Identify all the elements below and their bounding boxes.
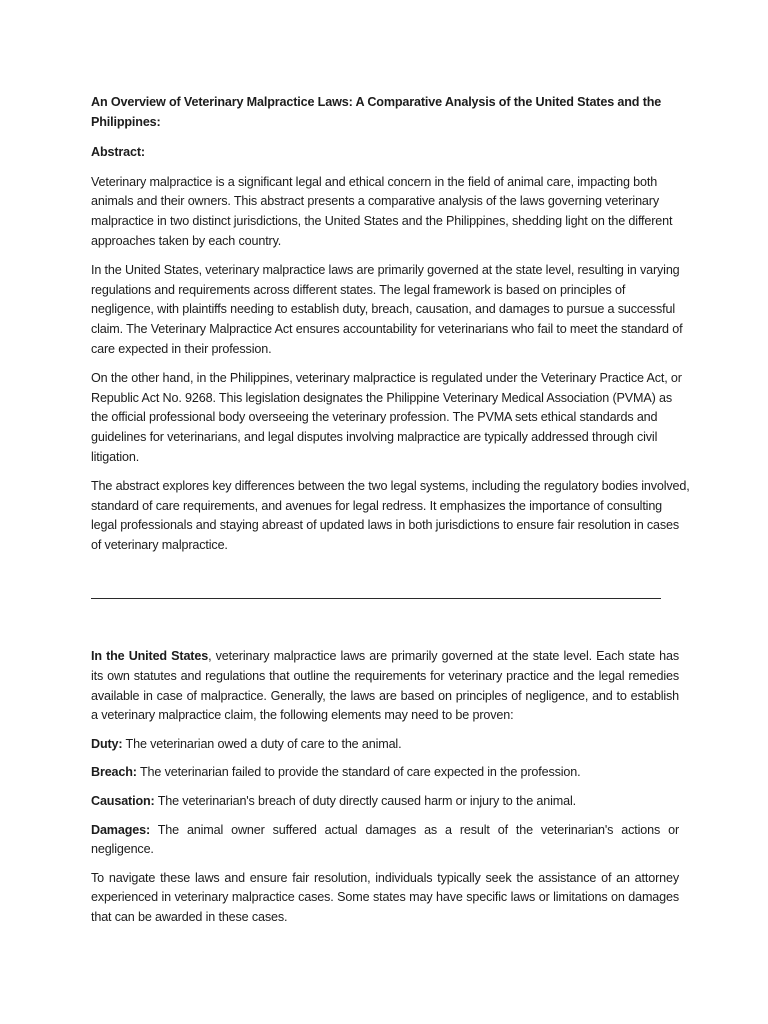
us-intro-text: , veterinary malpractice laws are primarily governed at the state level. Each state has its own statutes and regulations that outline the requirements for veterinary practice and the legal remedies available in case of malpractice. Generally, the laws are based on principles of negligence, and to establish a veterinary malpractice claim, the following elements may need to be proven: [91,649,679,723]
element-text: The veterinarian failed to provide the standard of care expected in the profession. [136,765,581,780]
element-term: Damages: [91,822,150,837]
element-causation [91,792,691,812]
document-page [91,93,691,937]
element-breach [91,763,691,783]
abstract-paragraph: In the United States, veterinary malpractice laws are primarily governed at the state level, resulting in varying regulations and requirements across different states. The legal framework is based on principles of negligence, with plaintiffs needing to establish duty, breach, causation, and damages to pursue a successful claim. The Veterinary Malpractice Act ensures accountability for veterinarians who fail to meet the standard of care expected in their profession. [91,263,683,356]
element-text: The animal owner suffered actual damages as a result of the veterinarian's actions or negligence. [91,822,679,857]
element-text: The veterinarian owed a duty of care to the animal. [122,736,402,751]
us-closing-paragraph: To navigate these laws and ensure fair resolution, individuals typically seek the assistance of an attorney experienced in veterinary malpractice cases. Some states may have specific laws or limitations on damages that can be awarded in these cases. [91,870,679,924]
element-damages [91,821,679,860]
abstract-paragraph: On the other hand, in the Philippines, veterinary malpractice is regulated under the Veterinary Practice Act, or Republic Act No. 9268. This legislation designates the Philippine Veterinary Medical Association (PVMA) as the official professional body overseeing the veterinary profession. The PVMA sets ethical standards and guidelines for veterinarians, and legal disputes involving malpractice are typically addressed through civil litigation. [91,371,682,464]
element-term: Duty: [91,736,123,751]
us-intro-lead: In the United States [91,649,209,664]
element-term: Breach: [91,765,137,780]
document-title: An Overview of Veterinary Malpractice Laws: A Comparative Analysis of the United States and the Philippines: [91,95,662,129]
element-term: Causation: [91,794,155,809]
abstract-paragraph: The abstract explores key differences between the two legal systems, including the regulatory bodies involved, standard of care requirements, and avenues for legal redress. It emphasizes the importance of consulting legal professionals and staying abreast of updated laws in both jurisdictions to ensure fair resolution in cases of veterinary malpractice. [91,479,690,552]
abstract-heading: Abstract: [91,145,145,160]
element-text: The veterinarian's breach of duty directly caused harm or injury to the animal. [154,794,576,809]
us-intro-paragraph [91,647,679,725]
abstract-paragraph: Veterinary malpractice is a significant legal and ethical concern in the field of animal care, impacting both animals and their owners. This abstract presents a comparative analysis of the laws governing veterinary malpractice in two distinct jurisdictions, the United States and the Philippines, shedding light on the different approaches taken by each country. [91,174,673,248]
us-section [91,647,691,927]
section-divider [91,598,661,599]
element-duty [91,735,691,755]
